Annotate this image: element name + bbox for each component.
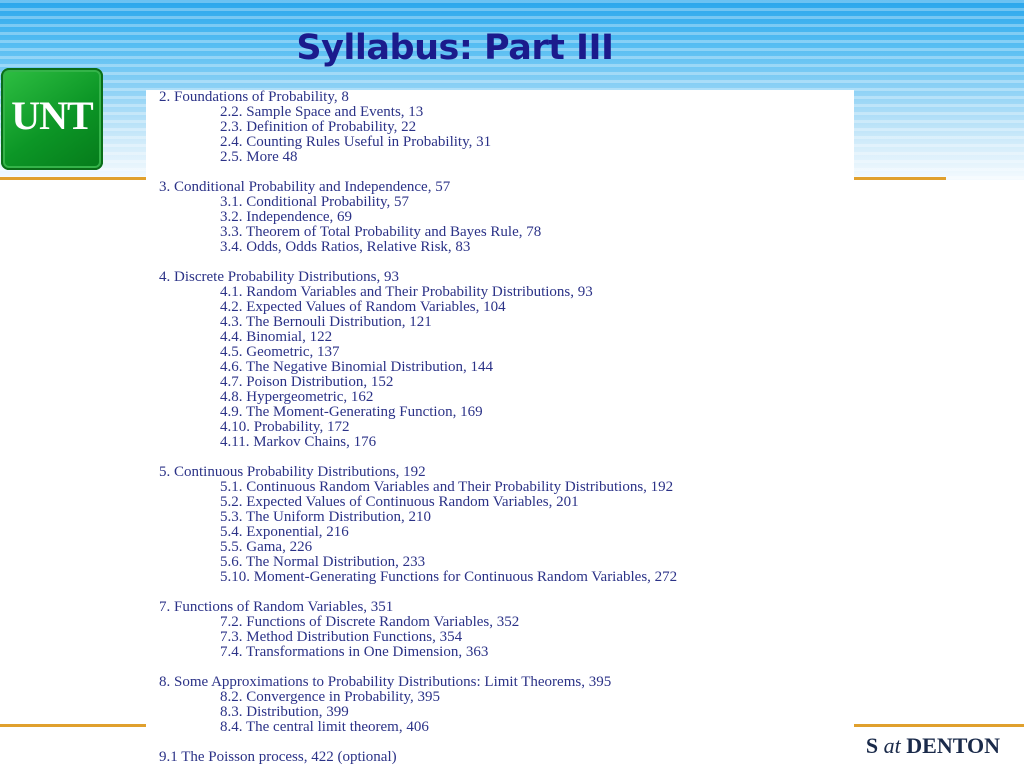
section-item: 8.2. Convergence in Probability, 395 <box>220 689 440 705</box>
section-item: 5.10. Moment-Generating Functions for Continuous Random Variables, 272 <box>220 569 678 585</box>
section-item: 5.5. Gama, 226 <box>220 539 313 555</box>
section-item: 2.5. More 48 <box>220 149 298 165</box>
footer-branding <box>866 733 1000 759</box>
section-item: 4.5. Geometric, 137 <box>220 344 340 360</box>
section-item: 3.3. Theorem of Total Probability and Bayes Rule, 78 <box>220 224 542 240</box>
chapter-heading: 9.1 The Poisson process, 422 (optional) <box>159 749 397 765</box>
section-item: 3.4. Odds, Odds Ratios, Relative Risk, 83 <box>220 239 471 255</box>
slide-title: Syllabus: Part III <box>296 28 614 68</box>
section-item: 5.6. The Normal Distribution, 233 <box>220 554 426 570</box>
section-item: 7.4. Transformations in One Dimension, 363 <box>220 644 489 660</box>
section-item: 4.2. Expected Values of Random Variables, 104 <box>220 299 506 315</box>
syllabus-document <box>146 90 854 768</box>
section-item: 4.9. The Moment-Generating Function, 169 <box>220 404 483 420</box>
section-item: 8.3. Distribution, 399 <box>220 704 349 720</box>
section-item: 3.2. Independence, 69 <box>220 209 353 225</box>
footer-partial-text: S <box>865 733 879 758</box>
section-item: 4.11. Markov Chains, 176 <box>220 434 377 450</box>
section-item: 5.1. Continuous Random Variables and Their Probability Distributions, 192 <box>220 479 674 495</box>
chapter-heading: 2. Foundations of Probability, 8 <box>159 90 349 105</box>
section-item: 2.4. Counting Rules Useful in Probability, 31 <box>220 134 492 150</box>
section-item: 4.3. The Bernouli Distribution, 121 <box>220 314 432 330</box>
chapter-heading: 8. Some Approximations to Probability Distributions: Limit Theorems, 395 <box>159 674 612 690</box>
unt-logo <box>1 68 103 170</box>
chapter-heading: 7. Functions of Random Variables, 351 <box>159 599 394 615</box>
section-item: 5.3. The Uniform Distribution, 210 <box>220 509 431 525</box>
section-item: 5.2. Expected Values of Continuous Random Variables, 201 <box>220 494 579 510</box>
section-item: 4.8. Hypergeometric, 162 <box>220 389 374 405</box>
section-item: 2.3. Definition of Probability, 22 <box>220 119 417 135</box>
footer-at: at <box>883 733 901 758</box>
chapter-heading: 4. Discrete Probability Distributions, 93 <box>159 269 399 285</box>
section-item: 5.4. Exponential, 216 <box>220 524 349 540</box>
chapter-heading: 3. Conditional Probability and Independence, 57 <box>159 179 451 195</box>
section-item: 4.6. The Negative Binomial Distribution, 144 <box>220 359 494 375</box>
section-item: 4.1. Random Variables and Their Probability Distributions, 93 <box>220 284 593 300</box>
section-item: 3.1. Conditional Probability, 57 <box>220 194 410 210</box>
section-item: 7.3. Method Distribution Functions, 354 <box>220 629 463 645</box>
chapter-heading: 5. Continuous Probability Distributions, 192 <box>159 464 426 480</box>
section-item: 2.2. Sample Space and Events, 13 <box>220 104 424 120</box>
section-item: 4.10. Probability, 172 <box>220 419 350 435</box>
section-item: 4.4. Binomial, 122 <box>220 329 333 345</box>
section-item: 4.7. Poison Distribution, 152 <box>220 374 394 390</box>
section-item: 8.4. The central limit theorem, 406 <box>220 719 429 735</box>
footer-place: DENTON <box>906 733 1000 758</box>
section-item: 7.2. Functions of Discrete Random Variables, 352 <box>220 614 520 630</box>
logo-text: UNT <box>11 93 93 138</box>
